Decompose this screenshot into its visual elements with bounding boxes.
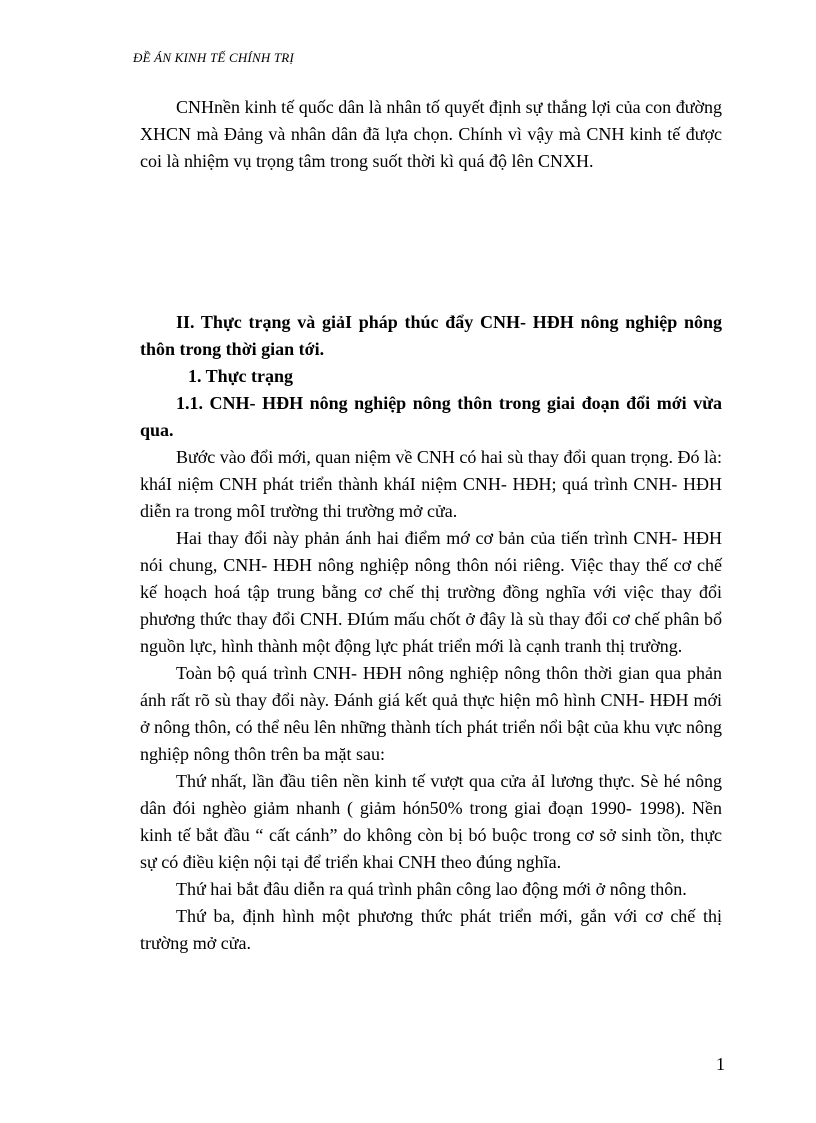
running-header: ĐỀ ÁN KINH TẾ CHÍNH TRỊ [133,50,294,65]
section-heading: II. Thực trạng và giảI pháp thúc đẩy CNH- HĐH nông nghiệp nông thôn trong thời gian tới. [140,312,722,359]
page-number: 1 [716,1054,725,1074]
paragraph: Thứ hai bắt đâu diễn ra quá trình phân công lao động mới ở nông thôn. [176,879,687,899]
subsubsection-heading: 1.1. CNH- HĐH nông nghiệp nông thôn trong giai đoạn đổi mới vừa qua. [140,393,722,440]
paragraph: Thứ ba, định hình một phương thức phát triển mới, gắn với cơ chế thị trường mở cửa. [140,906,722,953]
paragraph-intro: CNHnền kinh tế quốc dân là nhân tố quyết định sự thắng lợi của con đường XHCN mà Đảng và nhân dân đã lựa chọn. Chính vì vậy mà CNH kinh tế được coi là nhiệm vụ trọng tâm trong suốt thời kì quá độ lên CNXH. [140,97,722,171]
subsection-heading: 1. Thực trạng [188,366,293,386]
paragraph: Hai thay đổi này phản ánh hai điểm mớ cơ bản của tiến trình CNH- HĐH nói chung, CNH- HĐH nông nghiệp nông thôn nói riêng. Việc thay thế cơ chế kế hoạch hoá tập trung bằng cơ chế thị trường đồng nghĩa với việc thay đổi phương thức thay đổi CNH. ĐIúm mấu chốt ở đây là sù thay đổi cơ chế phân bổ nguồn lực, hình thành một động lực phát triển mới là cạnh tranh thị trường. [140,528,722,656]
paragraph: Bước vào đổi mới, quan niệm về CNH có hai sù thay đổi quan trọng. Đó là: kháI niệm CNH phát triển thành kháI niệm CNH- HĐH; quá trình CNH- HĐH diễn ra trong môI trường thi trường mở cửa. [140,447,722,521]
paragraph: Toàn bộ quá trình CNH- HĐH nông nghiệp nông thôn thời gian qua phản ánh rất rõ sù thay đổi này. Đánh giá kết quả thực hiện mô hình CNH- HĐH mới ở nông thôn, có thể nêu lên những thành tích phát triển nổi bật của khu vực nông nghiệp nông thôn trên ba mặt sau: [140,663,722,764]
paragraph: Thứ nhất, lần đầu tiên nền kinh tế vượt qua cửa ảI lương thực. Sè hé nông dân đói nghèo giảm nhanh ( giảm hón50% trong giai đoạn 1990- 1998). Nền kinh tế bắt đầu “ cất cánh” do không còn bị bó buộc trong cơ sở sinh tồn, thực sự có điều kiện nội tại để triển khai CNH theo đúng nghĩa. [140,771,722,872]
spacer [140,175,722,309]
body-text [140,94,722,957]
